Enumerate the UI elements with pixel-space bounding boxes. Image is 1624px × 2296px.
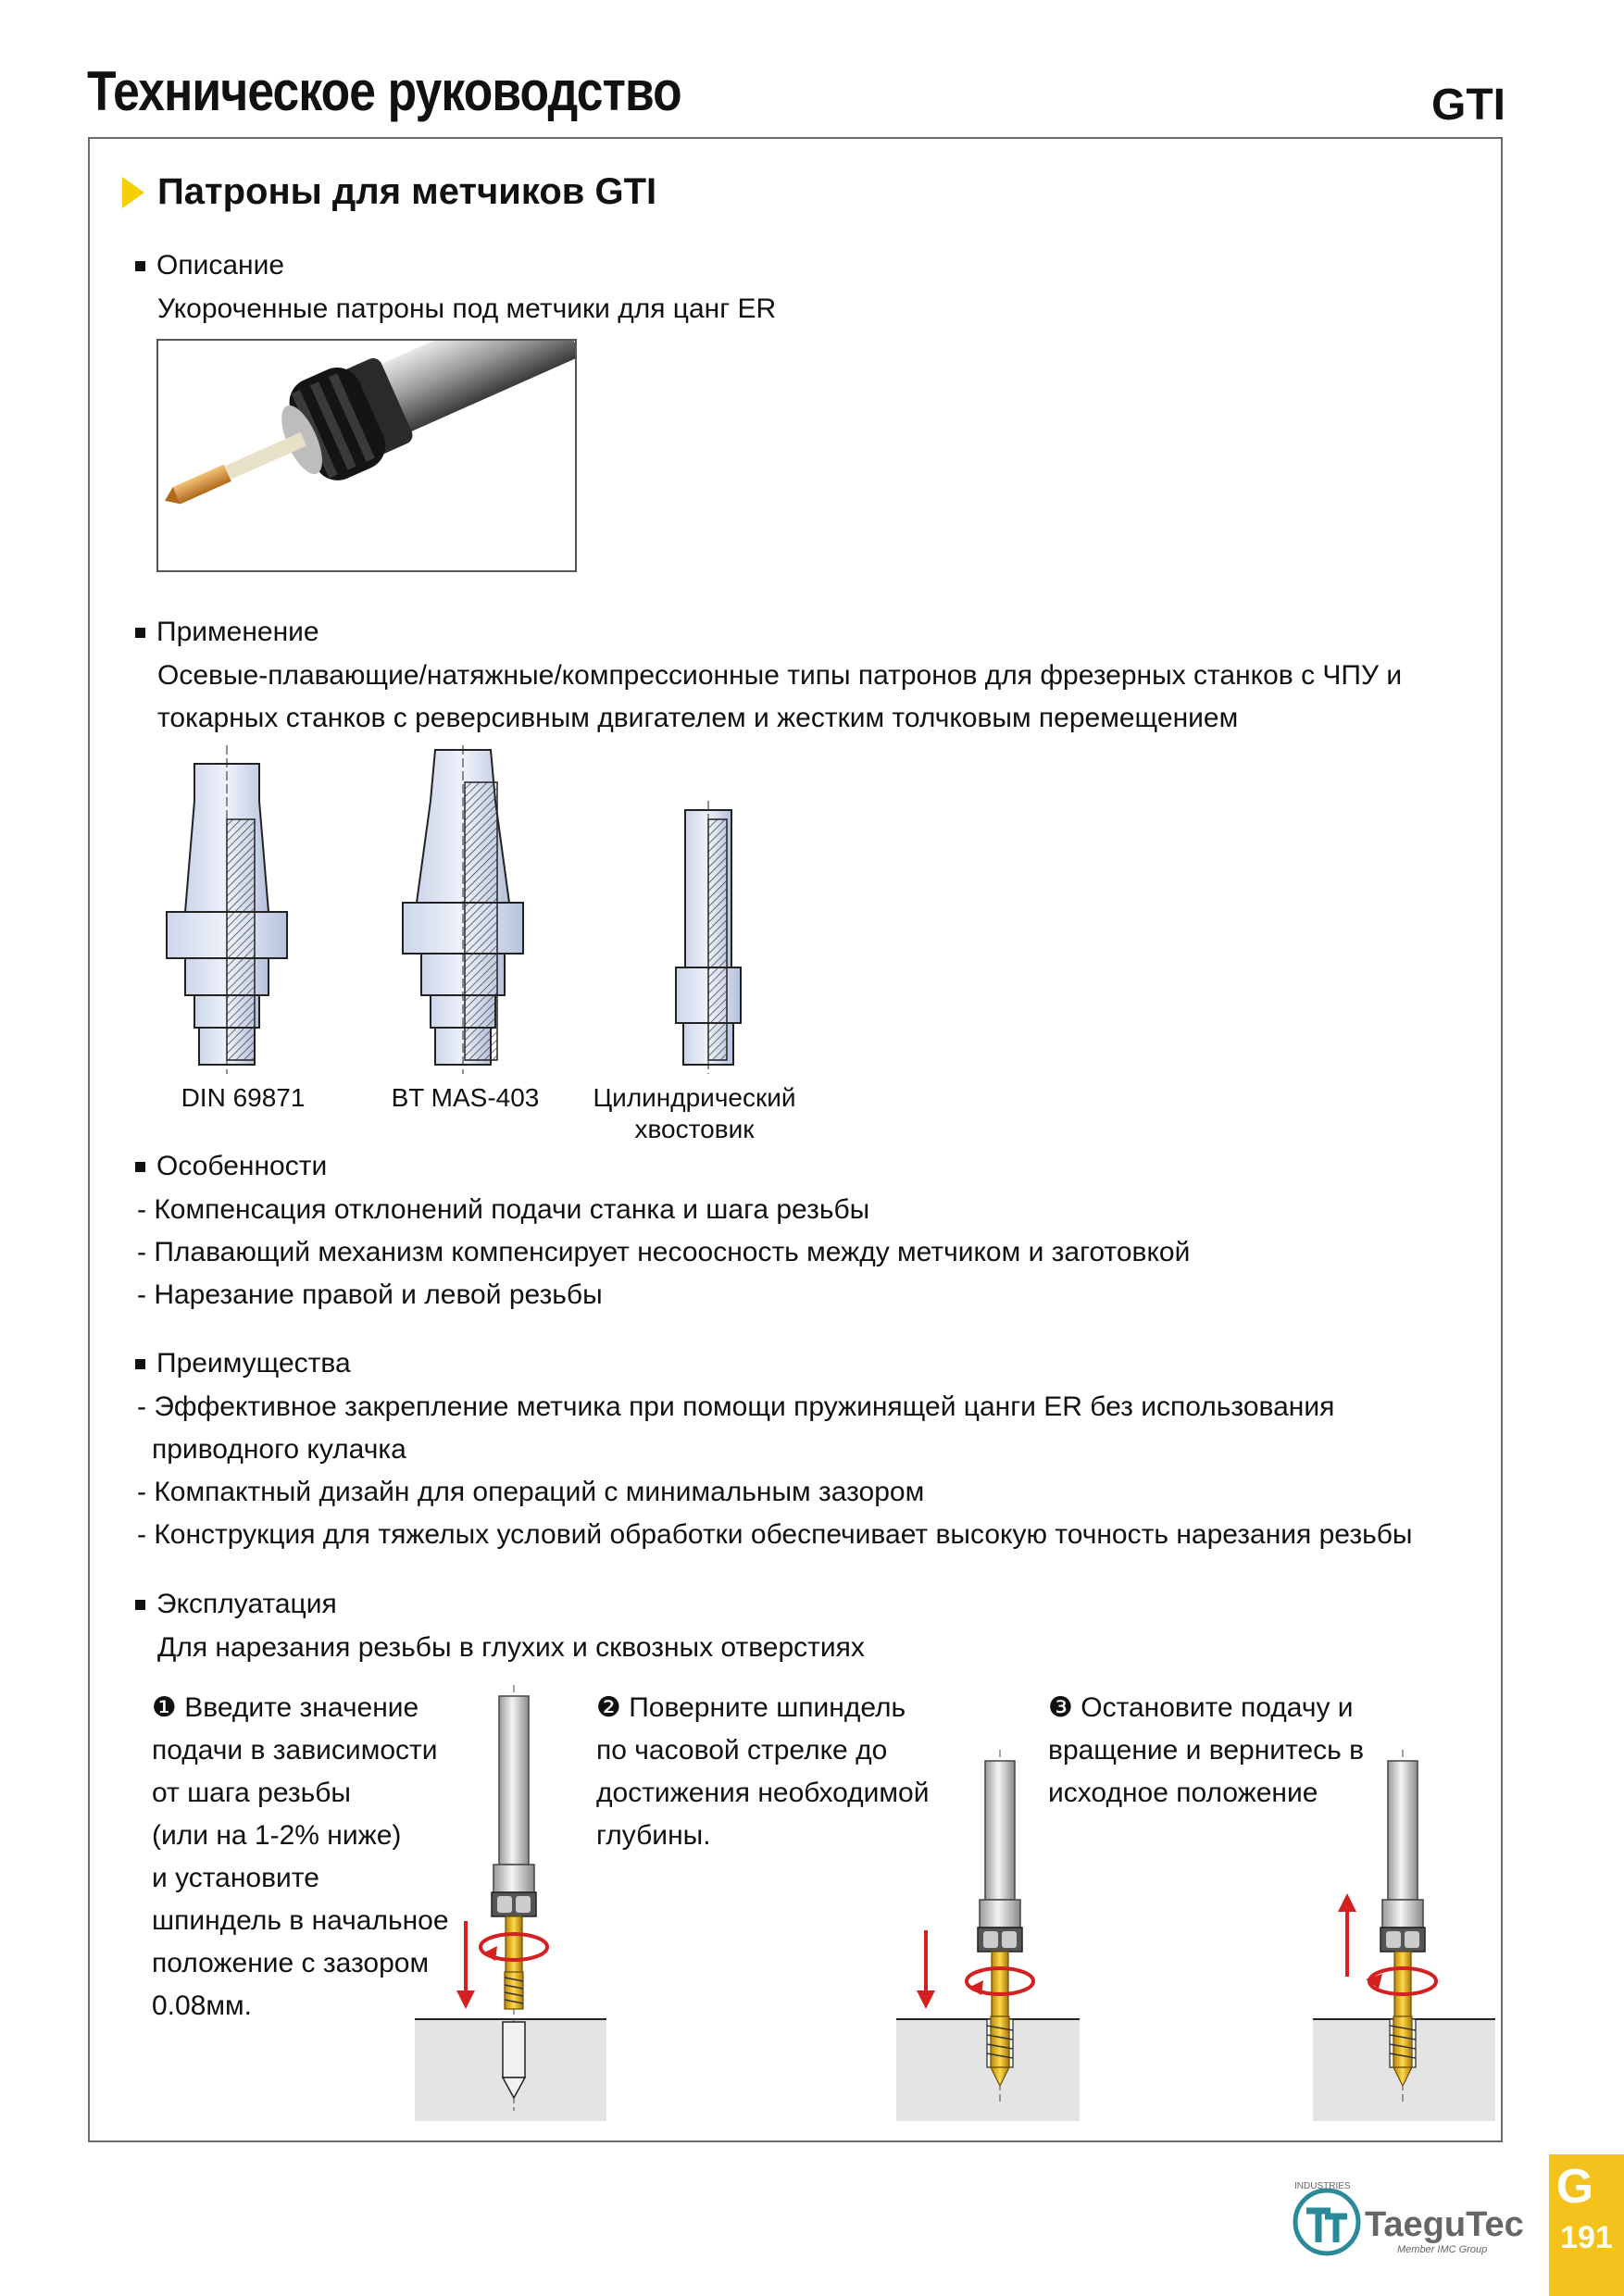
square-bullet-icon bbox=[135, 1359, 145, 1369]
cylindrical-shank-holder-drawing bbox=[676, 801, 741, 1074]
product-photo bbox=[156, 339, 577, 572]
advantage-item: - Эффективное закрепление метчика при помощи пружинящей цанги ER без использования bbox=[137, 1391, 1335, 1422]
step-3-line: вращение и вернитесь в bbox=[1048, 1735, 1365, 1766]
step-1-line: подачи в зависимости bbox=[152, 1735, 438, 1766]
step-1-text bbox=[152, 1687, 449, 2028]
step-1-line: положение с зазором bbox=[152, 1948, 430, 1978]
description-text: Укороченные патроны под метчики для цанг ER bbox=[157, 293, 777, 324]
page-number: 191 bbox=[1560, 2220, 1613, 2255]
application-line-2: токарных станков с реверсивным двигателем и жестким толчковым перемещением bbox=[157, 703, 1239, 733]
features-heading bbox=[135, 1151, 327, 1182]
page-title: Техническое руководство bbox=[87, 60, 681, 122]
advantage-item: - Конструкция для тяжелых условий обработки обеспечивает высокую точность нарезания резьбы bbox=[137, 1519, 1413, 1550]
feature-item: - Компенсация отклонений подачи станка и шага резьбы bbox=[137, 1194, 870, 1225]
brand-subtitle: Member IMC Group bbox=[1397, 2244, 1488, 2255]
step-2-line: ❷ Поверните шпиндель bbox=[596, 1692, 906, 1723]
taegutec-logo-icon bbox=[1290, 2185, 1364, 2259]
step-1-illustration bbox=[412, 1685, 611, 2125]
holder-caption-cylindrical-1: Цилиндрический bbox=[593, 1083, 796, 1112]
operation-heading bbox=[135, 1589, 337, 1620]
advantage-item-continued: приводного кулачка bbox=[152, 1434, 406, 1465]
description-heading bbox=[135, 250, 284, 281]
step-2-line: глубины. bbox=[596, 1820, 711, 1851]
step-1-line: ❶ Введите значение bbox=[152, 1692, 419, 1723]
application-heading-label: Применение bbox=[156, 617, 319, 647]
tap-holder-photo-image bbox=[158, 341, 575, 570]
step-1-line: и установите bbox=[152, 1863, 319, 1893]
step-2-illustration bbox=[893, 1750, 1088, 2125]
triangle-bullet-icon bbox=[122, 177, 144, 208]
square-bullet-icon bbox=[135, 1162, 145, 1172]
step-1-line: 0.08мм. bbox=[152, 1990, 252, 2021]
holder-caption-bt: BT MAS-403 bbox=[391, 1083, 540, 1112]
application-heading bbox=[135, 617, 319, 648]
din-69871-holder-drawing bbox=[167, 745, 287, 1074]
application-line-1: Осевые-плавающие/натяжные/компрессионные типы патронов для фрезерных станков с ЧПУ и bbox=[157, 660, 1403, 691]
description-heading-label: Описание bbox=[156, 250, 285, 281]
brand-name: TaeguTec bbox=[1365, 2205, 1524, 2244]
holder-caption-din: DIN 69871 bbox=[181, 1083, 306, 1112]
step-1-line: шпиндель в начальное bbox=[152, 1905, 449, 1936]
step-3-line: ❸ Остановите подачу и bbox=[1048, 1692, 1354, 1723]
step-2-line: достижения необходимой bbox=[596, 1778, 930, 1808]
features-heading-label: Особенности bbox=[156, 1151, 328, 1181]
operation-heading-label: Эксплуатация bbox=[156, 1589, 337, 1619]
feature-item: - Плавающий механизм компенсирует несоосность между метчиком и заготовкой bbox=[137, 1237, 1191, 1267]
section-tab-letter: G bbox=[1555, 2160, 1594, 2214]
brand-top-label: INDUSTRIES bbox=[1294, 2181, 1351, 2191]
series-code: GTI bbox=[1431, 81, 1505, 130]
bt-mas-403-holder-drawing bbox=[403, 745, 523, 1074]
section-title: Патроны для метчиков GTI bbox=[157, 171, 657, 212]
step-1-line: (или на 1-2% ниже) bbox=[152, 1820, 402, 1851]
feature-item: - Нарезание правой и левой резьбы bbox=[137, 1279, 603, 1310]
tool-holder-drawings bbox=[157, 745, 824, 1079]
step-3-line: исходное положение bbox=[1048, 1778, 1318, 1808]
holder-caption-cylindrical-2: хвостовик bbox=[634, 1115, 755, 1143]
step-2-line: по часовой стрелке до bbox=[596, 1735, 888, 1766]
advantages-heading-label: Преимущества bbox=[156, 1348, 351, 1379]
square-bullet-icon bbox=[135, 261, 145, 271]
section-heading bbox=[122, 171, 656, 213]
step-2-text bbox=[596, 1687, 930, 1857]
advantages-heading bbox=[135, 1348, 351, 1379]
square-bullet-icon bbox=[135, 1600, 145, 1610]
step-3-illustration bbox=[1310, 1750, 1500, 2125]
square-bullet-icon bbox=[135, 628, 145, 638]
step-1-line: от шага резьбы bbox=[152, 1778, 351, 1808]
operation-text: Для нарезания резьбы в глухих и сквозных отверстиях bbox=[157, 1632, 865, 1663]
advantage-item: - Компактный дизайн для операций с минимальным зазором bbox=[137, 1477, 925, 1507]
